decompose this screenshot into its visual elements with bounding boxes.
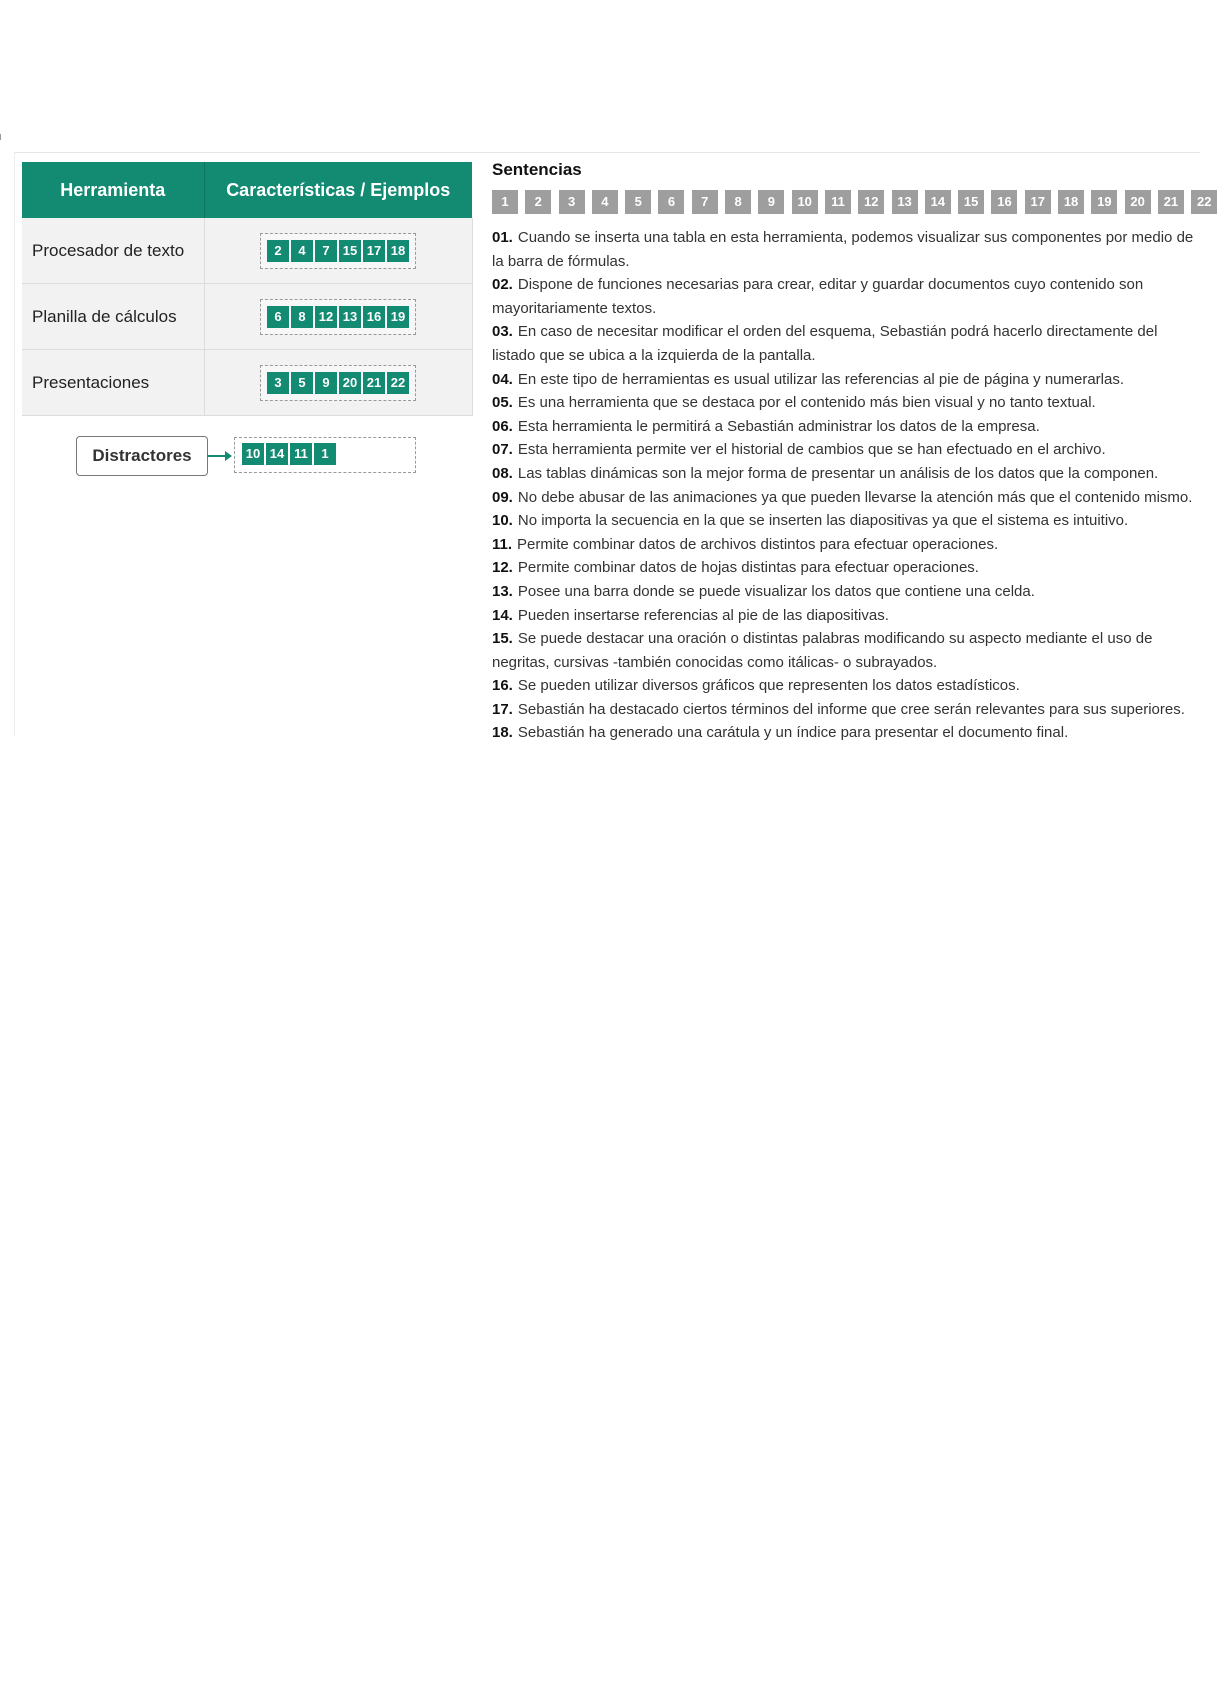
sentence-item: [492, 509, 1200, 533]
answer-chip[interactable]: 16: [363, 306, 385, 328]
sentence-item: [492, 698, 1200, 722]
sentence-number-chip[interactable]: 20: [1125, 190, 1151, 214]
sentence-text: En este tipo de herramientas es usual utilizar las referencias al pie de página y numerarlas.: [517, 370, 1125, 388]
sentence-number-chip[interactable]: 6: [658, 190, 684, 214]
answer-chip[interactable]: 18: [387, 240, 409, 262]
sentence-number: 15.: [492, 630, 513, 648]
sentence-text: Sebastián ha generado una carátula y un índice para presentar el documento final.: [517, 724, 1069, 742]
sentence-text: No importa la secuencia en la que se inserten las diapositivas ya que el sistema es intuitivo.: [517, 512, 1129, 530]
header-features: Características / Ejemplos: [204, 162, 472, 218]
sentence-number: 07.: [492, 441, 513, 459]
arrow-line: [207, 455, 227, 457]
table-header-row: [22, 162, 472, 218]
sentence-number: 05.: [492, 394, 513, 412]
sentence-number: 13.: [492, 582, 513, 600]
sentence-text: Posee una barra donde se puede visualizar los datos que contiene una celda.: [517, 582, 1035, 600]
sentence-number-chip[interactable]: 12: [858, 190, 884, 214]
sentence-list: [492, 226, 1200, 742]
sentence-number: 17.: [492, 700, 513, 718]
answer-chip[interactable]: 6: [267, 306, 289, 328]
sentence-number-chip[interactable]: 14: [925, 190, 951, 214]
answer-chip[interactable]: 9: [315, 372, 337, 394]
sentence-item: [492, 533, 1200, 557]
sentence-number: 08.: [492, 464, 513, 482]
sentence-number: 12.: [492, 559, 513, 577]
table-row: [22, 218, 472, 284]
sentence-item: [492, 486, 1200, 510]
arrow-right-icon: [225, 451, 232, 461]
table-row: [22, 350, 472, 416]
tool-chips-cell: [204, 284, 472, 350]
sentence-item: [492, 415, 1200, 439]
answer-chip[interactable]: 15: [339, 240, 361, 262]
sentence-number: 06.: [492, 417, 513, 435]
answer-chip[interactable]: 4: [291, 240, 313, 262]
sentence-item: [492, 320, 1200, 367]
sentence-number-chip[interactable]: 2: [525, 190, 551, 214]
sentence-item: [492, 462, 1200, 486]
sentence-number: 09.: [492, 488, 513, 506]
answer-chip[interactable]: 22: [387, 372, 409, 394]
sentence-number-chip[interactable]: 15: [958, 190, 984, 214]
sentence-text: Es una herramienta que se destaca por el contenido más bien visual y no tanto textual.: [517, 394, 1096, 412]
sentence-number: 03.: [492, 323, 513, 341]
answer-chip[interactable]: 21: [363, 372, 385, 394]
distractors-label: Distractores: [76, 436, 208, 476]
sentence-number: 16.: [492, 677, 513, 695]
sentence-number: 04.: [492, 370, 513, 388]
tool-name: Planilla de cálculos: [22, 284, 204, 350]
answer-chip[interactable]: 2: [267, 240, 289, 262]
sentence-number-chip[interactable]: 5: [625, 190, 651, 214]
answer-chip[interactable]: 20: [339, 372, 361, 394]
sentence-number-chip[interactable]: 17: [1025, 190, 1051, 214]
top-divider: [14, 152, 1200, 153]
sentence-number-chip[interactable]: 16: [991, 190, 1017, 214]
sentence-number-bank: [492, 190, 1212, 216]
sentence-number-chip[interactable]: 13: [892, 190, 918, 214]
tool-name: Presentaciones: [22, 350, 204, 416]
distractor-chip[interactable]: 14: [266, 443, 288, 465]
answer-chip[interactable]: 13: [339, 306, 361, 328]
sentence-item: [492, 556, 1200, 580]
answer-chip[interactable]: 17: [363, 240, 385, 262]
sentence-number-chip[interactable]: 21: [1158, 190, 1184, 214]
sentence-text: Esta herramienta le permitirá a Sebastián administrar los datos de la empresa.: [517, 417, 1040, 435]
sentence-text: Se puede destacar una oración o distintas palabras modificando su aspecto mediante el uso de negritas, cursivas -también conocidas como itálicas- o subrayados.: [492, 630, 1153, 671]
sentence-item: [492, 391, 1200, 415]
sentence-number: 14.: [492, 606, 513, 624]
corner-mark: [0, 134, 5, 140]
sentence-number-chip[interactable]: 3: [559, 190, 585, 214]
sentence-text: En caso de necesitar modificar el orden del esquema, Sebastián podrá hacerlo directamente del listado que se ubica a la izquierda de la pantalla.: [492, 323, 1158, 364]
answer-chip[interactable]: 8: [291, 306, 313, 328]
tool-name: Procesador de texto: [22, 218, 204, 284]
sentence-text: No debe abusar de las animaciones ya que pueden llevarse la atención más que el contenido mismo.: [517, 488, 1193, 506]
answer-chip[interactable]: 7: [315, 240, 337, 262]
sentence-text: Las tablas dinámicas son la mejor forma de presentar un análisis de los datos que la componen.: [517, 464, 1159, 482]
sentence-item: [492, 721, 1200, 745]
sentence-number: 01.: [492, 229, 513, 246]
sentence-text: Permite combinar datos de archivos distintos para efectuar operaciones.: [517, 535, 999, 553]
sentence-number-chip[interactable]: 4: [592, 190, 618, 214]
sentence-item: [492, 674, 1200, 698]
sentence-item: [492, 368, 1200, 392]
sentence-text: Pueden insertarse referencias al pie de las diapositivas.: [517, 606, 889, 624]
tool-chips-cell: [204, 350, 472, 416]
distractors-dropzone[interactable]: [234, 437, 416, 473]
sentence-number-chip[interactable]: 9: [758, 190, 784, 214]
sentence-number: 10.: [492, 512, 513, 530]
answer-chip[interactable]: 12: [315, 306, 337, 328]
answer-chip[interactable]: 3: [267, 372, 289, 394]
table-row: [22, 284, 472, 350]
sentence-text: Se pueden utilizar diversos gráficos que representen los datos estadísticos.: [517, 677, 1020, 695]
answer-dropzone[interactable]: [260, 233, 416, 269]
sentence-item: [492, 604, 1200, 628]
sentence-item: [492, 580, 1200, 604]
tool-chips-cell: [204, 218, 472, 284]
answer-chip[interactable]: 19: [387, 306, 409, 328]
distractor-chip[interactable]: 10: [242, 443, 264, 465]
tools-table: [22, 162, 473, 416]
sentence-text: Sebastián ha destacado ciertos términos del informe que cree serán relevantes para sus superiores.: [517, 700, 1185, 718]
sentences-title: Sentencias: [492, 160, 582, 179]
sentence-item: [492, 273, 1200, 320]
header-tool: Herramienta: [22, 162, 204, 218]
sentence-text: Dispone de funciones necesarias para crear, editar y guardar documentos cuyo contenido son mayoritariamente textos.: [492, 276, 1144, 317]
distractor-chip[interactable]: 11: [290, 443, 312, 465]
sentence-number-chip[interactable]: 18: [1058, 190, 1084, 214]
answer-chip[interactable]: 5: [291, 372, 313, 394]
sentence-item: [492, 226, 1200, 273]
sentence-number: 02.: [492, 276, 513, 294]
sentence-number-chip[interactable]: 8: [725, 190, 751, 214]
sentence-number-chip[interactable]: 19: [1091, 190, 1117, 214]
sentence-item: [492, 438, 1200, 462]
worksheet-frame: [0, 0, 1212, 742]
sentence-text: Esta herramienta permite ver el historial de cambios que se han efectuado en el archivo.: [517, 441, 1106, 459]
sentence-number: 11.: [492, 535, 513, 553]
answer-dropzone[interactable]: [260, 299, 416, 335]
sentence-number: 18.: [492, 724, 513, 742]
answer-dropzone[interactable]: [260, 365, 416, 401]
sentence-text: Permite combinar datos de hojas distintas para efectuar operaciones.: [517, 559, 979, 577]
sentence-number-chip[interactable]: 7: [692, 190, 718, 214]
sentence-text: Cuando se inserta una tabla en esta herramienta, podemos visualizar sus componentes por medio de la barra de fórmulas.: [492, 229, 1194, 270]
sentence-number-chip[interactable]: 22: [1191, 190, 1217, 214]
sentence-item: [492, 627, 1200, 674]
sentence-number-chip[interactable]: 10: [792, 190, 818, 214]
sentence-number-chip[interactable]: 1: [492, 190, 518, 214]
distractor-chip[interactable]: 1: [314, 443, 336, 465]
left-divider: [14, 152, 15, 736]
sentence-number-chip[interactable]: 11: [825, 190, 851, 214]
